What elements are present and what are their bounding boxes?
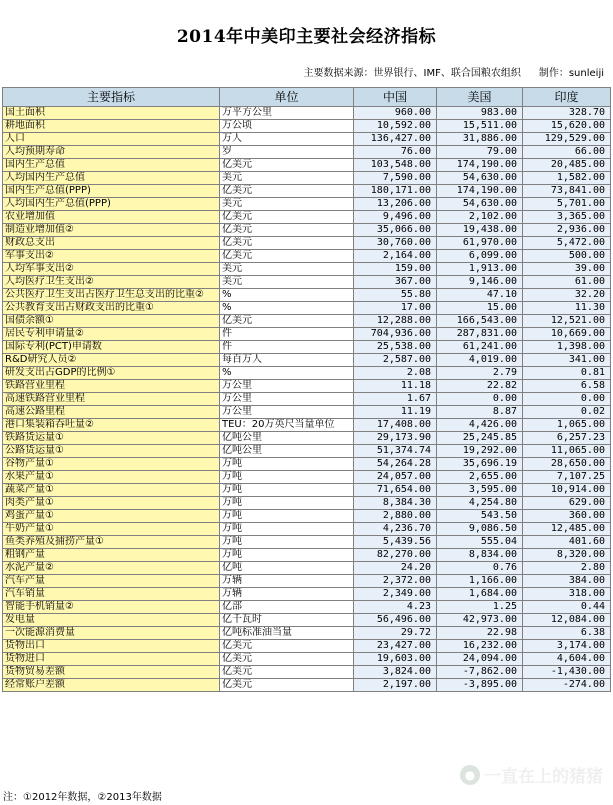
data-source-line: [0, 64, 604, 79]
indicator-cell: 人均国内生产总值: [3, 172, 220, 185]
indicator-cell: 汽车销量: [3, 588, 220, 601]
china-value: 23,427.00: [354, 640, 437, 653]
india-value: 28,650.00: [523, 458, 611, 471]
india-value: 10,669.00: [523, 328, 611, 341]
usa-value: 25,245.85: [437, 432, 523, 445]
usa-value: 1,166.00: [437, 575, 523, 588]
indicator-cell: 人口: [3, 133, 220, 146]
unit-cell: 件: [220, 328, 354, 341]
china-value: 960.00: [354, 107, 437, 120]
usa-value: 174,190.00: [437, 185, 523, 198]
china-value: 2,197.00: [354, 679, 437, 692]
india-value: 12,521.00: [523, 315, 611, 328]
china-value: 367.00: [354, 276, 437, 289]
china-value: 12,288.00: [354, 315, 437, 328]
usa-value: 15.00: [437, 302, 523, 315]
unit-cell: 万吨: [220, 523, 354, 536]
unit-cell: 万吨: [220, 497, 354, 510]
usa-value: 16,232.00: [437, 640, 523, 653]
china-value: 704,936.00: [354, 328, 437, 341]
india-value: 11.30: [523, 302, 611, 315]
unit-cell: 万公里: [220, 393, 354, 406]
india-value: 20,485.00: [523, 159, 611, 172]
usa-value: 19,438.00: [437, 224, 523, 237]
unit-cell: 万吨: [220, 471, 354, 484]
usa-value: 2,655.00: [437, 471, 523, 484]
usa-value: 61,970.00: [437, 237, 523, 250]
table-row: [3, 159, 611, 172]
usa-value: 47.10: [437, 289, 523, 302]
indicator-cell: 谷物产量①: [3, 458, 220, 471]
table-row: [3, 627, 611, 640]
china-value: 51,374.74: [354, 445, 437, 458]
usa-value: 4,254.80: [437, 497, 523, 510]
indicator-cell: R&D研究人员②: [3, 354, 220, 367]
usa-value: 54,630.00: [437, 198, 523, 211]
usa-value: 9,146.00: [437, 276, 523, 289]
india-value: 8,320.00: [523, 549, 611, 562]
unit-cell: 美元: [220, 263, 354, 276]
table-row: [3, 536, 611, 549]
table-row: [3, 523, 611, 536]
india-value: 341.00: [523, 354, 611, 367]
usa-value: 54,630.00: [437, 172, 523, 185]
india-value: -1,430.00: [523, 666, 611, 679]
china-value: 11.19: [354, 406, 437, 419]
india-value: 629.00: [523, 497, 611, 510]
table-row: [3, 289, 611, 302]
unit-cell: 万吨: [220, 549, 354, 562]
table-row: [3, 185, 611, 198]
unit-cell: 美元: [220, 276, 354, 289]
india-value: 6.38: [523, 627, 611, 640]
india-value: 61.00: [523, 276, 611, 289]
unit-cell: 亿美元: [220, 237, 354, 250]
indicator-cell: 蔬菜产量①: [3, 484, 220, 497]
india-value: 6,257.23: [523, 432, 611, 445]
table-row: [3, 107, 611, 120]
usa-value: 19,292.00: [437, 445, 523, 458]
table-row: [3, 198, 611, 211]
china-value: 17.00: [354, 302, 437, 315]
usa-value: 543.50: [437, 510, 523, 523]
unit-cell: 万吨: [220, 458, 354, 471]
table-row: [3, 211, 611, 224]
china-value: 2,164.00: [354, 250, 437, 263]
table-row: [3, 276, 611, 289]
unit-cell: 岁: [220, 146, 354, 159]
china-value: 11.18: [354, 380, 437, 393]
indicator-cell: 高速铁路营业里程: [3, 393, 220, 406]
usa-value: 983.00: [437, 107, 523, 120]
china-value: 3,824.00: [354, 666, 437, 679]
table-row: [3, 666, 611, 679]
india-value: 2,936.00: [523, 224, 611, 237]
china-value: 180,171.00: [354, 185, 437, 198]
table-row: [3, 146, 611, 159]
china-value: 136,427.00: [354, 133, 437, 146]
china-value: 10,592.00: [354, 120, 437, 133]
indicator-cell: 国际专利(PCT)申请数: [3, 341, 220, 354]
indicator-cell: 国土面积: [3, 107, 220, 120]
china-value: 2,587.00: [354, 354, 437, 367]
unit-cell: %: [220, 302, 354, 315]
indicator-cell: 公路货运量①: [3, 445, 220, 458]
footnote: 注：①2012年数据，②2013年数据: [3, 792, 162, 803]
wechat-logo-icon: ●: [460, 765, 480, 785]
table-row: [3, 237, 611, 250]
unit-cell: 亿美元: [220, 640, 354, 653]
india-value: 5,701.00: [523, 198, 611, 211]
usa-value: 8.87: [437, 406, 523, 419]
india-value: 3,365.00: [523, 211, 611, 224]
indicator-cell: 高速公路里程: [3, 406, 220, 419]
table-row: [3, 497, 611, 510]
china-value: 25,538.00: [354, 341, 437, 354]
table-row: [3, 315, 611, 328]
china-value: 1.67: [354, 393, 437, 406]
table-row: [3, 575, 611, 588]
unit-cell: 万吨: [220, 510, 354, 523]
table-row: [3, 614, 611, 627]
china-value: 24,057.00: [354, 471, 437, 484]
china-value: 4,236.70: [354, 523, 437, 536]
india-value: 401.60: [523, 536, 611, 549]
china-value: 9,496.00: [354, 211, 437, 224]
china-value: 71,654.00: [354, 484, 437, 497]
china-value: 2,372.00: [354, 575, 437, 588]
unit-cell: 亿部: [220, 601, 354, 614]
india-value: 12,485.00: [523, 523, 611, 536]
unit-cell: 亿吨公里: [220, 445, 354, 458]
china-value: 35,066.00: [354, 224, 437, 237]
india-value: 1,065.00: [523, 419, 611, 432]
table-row: [3, 302, 611, 315]
watermark-text: 一直在上的猪猪: [484, 767, 603, 787]
unit-cell: 亿美元: [220, 211, 354, 224]
indicator-cell: 货物出口: [3, 640, 220, 653]
header-india: 印度: [523, 88, 611, 107]
china-value: 2,880.00: [354, 510, 437, 523]
usa-value: 22.98: [437, 627, 523, 640]
unit-cell: 亿美元: [220, 224, 354, 237]
india-value: 11,065.00: [523, 445, 611, 458]
indicator-cell: 人均军事支出②: [3, 263, 220, 276]
table-row: [3, 640, 611, 653]
table-row: [3, 562, 611, 575]
header-indicator: 主要指标: [3, 88, 220, 107]
unit-cell: 亿美元: [220, 653, 354, 666]
page-title: 2014年中美印主要社会经济指标: [176, 27, 437, 47]
table-row: [3, 263, 611, 276]
indicator-cell: 研发支出占GDP的比例①: [3, 367, 220, 380]
indicator-cell: 人均预期寿命: [3, 146, 220, 159]
unit-cell: 件: [220, 341, 354, 354]
unit-cell: 万辆: [220, 588, 354, 601]
table-row: [3, 341, 611, 354]
india-value: 384.00: [523, 575, 611, 588]
usa-value: 0.00: [437, 393, 523, 406]
india-value: 328.70: [523, 107, 611, 120]
indicator-cell: 鱼类养殖及捕捞产量①: [3, 536, 220, 549]
unit-cell: 美元: [220, 198, 354, 211]
indicator-cell: 国内生产总值(PPP): [3, 185, 220, 198]
table-row: [3, 133, 611, 146]
usa-value: -7,862.00: [437, 666, 523, 679]
india-value: 5,472.00: [523, 237, 611, 250]
unit-cell: 万吨: [220, 536, 354, 549]
watermark: [460, 762, 603, 787]
indicator-cell: 公共医疗卫生支出占医疗卫生总支出的比重②: [3, 289, 220, 302]
india-value: 1,582.00: [523, 172, 611, 185]
usa-value: 1.25: [437, 601, 523, 614]
usa-value: 0.76: [437, 562, 523, 575]
indicator-cell: 农业增加值: [3, 211, 220, 224]
usa-value: 166,543.00: [437, 315, 523, 328]
indicator-cell: 人均国内生产总值(PPP): [3, 198, 220, 211]
indicator-cell: 粗钢产量: [3, 549, 220, 562]
table-row: [3, 354, 611, 367]
india-value: 39.00: [523, 263, 611, 276]
indicator-cell: 牛奶产量①: [3, 523, 220, 536]
usa-value: 1,684.00: [437, 588, 523, 601]
india-value: 32.20: [523, 289, 611, 302]
unit-cell: 美元: [220, 172, 354, 185]
usa-value: 2.79: [437, 367, 523, 380]
india-value: 12,084.00: [523, 614, 611, 627]
table-row: [3, 679, 611, 692]
china-value: 5,439.56: [354, 536, 437, 549]
unit-cell: 亿美元: [220, 159, 354, 172]
china-value: 29.72: [354, 627, 437, 640]
india-value: 3,174.00: [523, 640, 611, 653]
usa-value: 9,086.50: [437, 523, 523, 536]
unit-cell: 万公里: [220, 380, 354, 393]
header-china: 中国: [354, 88, 437, 107]
china-value: 82,270.00: [354, 549, 437, 562]
indicator-cell: 国债余额①: [3, 315, 220, 328]
header-usa: 美国: [437, 88, 523, 107]
china-value: 17,408.00: [354, 419, 437, 432]
china-value: 2.08: [354, 367, 437, 380]
india-value: 73,841.00: [523, 185, 611, 198]
india-value: 1,398.00: [523, 341, 611, 354]
unit-cell: 万吨: [220, 484, 354, 497]
table-row: [3, 549, 611, 562]
unit-cell: 亿美元: [220, 185, 354, 198]
unit-cell: 每百万人: [220, 354, 354, 367]
china-value: 24.20: [354, 562, 437, 575]
china-value: 54,264.28: [354, 458, 437, 471]
usa-value: 22.82: [437, 380, 523, 393]
table-row: [3, 484, 611, 497]
usa-value: 2,102.00: [437, 211, 523, 224]
table-row: [3, 172, 611, 185]
usa-value: 287,831.00: [437, 328, 523, 341]
unit-cell: 万人: [220, 133, 354, 146]
table-header-row: [3, 88, 611, 107]
indicator-cell: 肉类产量①: [3, 497, 220, 510]
china-value: 2,349.00: [354, 588, 437, 601]
unit-cell: 亿吨公里: [220, 432, 354, 445]
table-row: [3, 458, 611, 471]
china-value: 4.23: [354, 601, 437, 614]
unit-cell: 亿美元: [220, 679, 354, 692]
table-row: [3, 367, 611, 380]
indicator-cell: 铁路货运量①: [3, 432, 220, 445]
indicator-cell: 铁路营业里程: [3, 380, 220, 393]
indicator-cell: 汽车产量: [3, 575, 220, 588]
china-value: 55.80: [354, 289, 437, 302]
india-value: 10,914.00: [523, 484, 611, 497]
usa-value: 8,834.00: [437, 549, 523, 562]
china-value: 103,548.00: [354, 159, 437, 172]
table-row: [3, 432, 611, 445]
usa-value: 79.00: [437, 146, 523, 159]
unit-cell: 万公顷: [220, 120, 354, 133]
indicator-cell: 公共教育支出占财政支出的比重①: [3, 302, 220, 315]
author-credit: 制作：sunleiji: [538, 68, 604, 79]
usa-value: -3,895.00: [437, 679, 523, 692]
table-row: [3, 250, 611, 263]
table-row: [3, 328, 611, 341]
usa-value: 4,019.00: [437, 354, 523, 367]
china-value: 7,590.00: [354, 172, 437, 185]
india-value: 2.80: [523, 562, 611, 575]
header-unit: 单位: [220, 88, 354, 107]
china-value: 30,760.00: [354, 237, 437, 250]
india-value: 318.00: [523, 588, 611, 601]
table-row: [3, 510, 611, 523]
indicator-cell: 水泥产量②: [3, 562, 220, 575]
usa-value: 31,886.00: [437, 133, 523, 146]
indicator-cell: 发电量: [3, 614, 220, 627]
indicator-cell: 智能手机销量②: [3, 601, 220, 614]
india-value: 0.81: [523, 367, 611, 380]
table-row: [3, 419, 611, 432]
table-row: [3, 406, 611, 419]
china-value: 76.00: [354, 146, 437, 159]
unit-cell: 万辆: [220, 575, 354, 588]
unit-cell: %: [220, 289, 354, 302]
india-value: 500.00: [523, 250, 611, 263]
indicator-cell: 鸡蛋产量①: [3, 510, 220, 523]
india-value: 15,620.00: [523, 120, 611, 133]
china-value: 8,384.30: [354, 497, 437, 510]
india-value: 0.02: [523, 406, 611, 419]
usa-value: 24,094.00: [437, 653, 523, 666]
usa-value: 61,241.00: [437, 341, 523, 354]
indicator-cell: 人均医疗卫生支出②: [3, 276, 220, 289]
unit-cell: 万平方公里: [220, 107, 354, 120]
china-value: 159.00: [354, 263, 437, 276]
table-row: [3, 393, 611, 406]
table-body: [3, 107, 611, 692]
india-value: -274.00: [523, 679, 611, 692]
usa-value: 174,190.00: [437, 159, 523, 172]
india-value: 66.00: [523, 146, 611, 159]
unit-cell: 亿美元: [220, 250, 354, 263]
table-row: [3, 120, 611, 133]
data-source: 主要数据来源：世界银行、IMF、联合国粮农组织: [303, 68, 521, 79]
unit-cell: 亿美元: [220, 315, 354, 328]
table-row: [3, 471, 611, 484]
table-row: [3, 380, 611, 393]
usa-value: 555.04: [437, 536, 523, 549]
unit-cell: TEU：20万英尺当量单位: [220, 419, 354, 432]
unit-cell: 亿吨: [220, 562, 354, 575]
indicator-table: [2, 87, 611, 692]
indicator-cell: 军事支出②: [3, 250, 220, 263]
india-value: 7,107.25: [523, 471, 611, 484]
indicator-cell: 耕地面积: [3, 120, 220, 133]
indicator-cell: 货物贸易差额: [3, 666, 220, 679]
indicator-cell: 经常账户差额: [3, 679, 220, 692]
table-row: [3, 445, 611, 458]
usa-value: 1,913.00: [437, 263, 523, 276]
usa-value: 15,511.00: [437, 120, 523, 133]
unit-cell: 亿吨标准油当量: [220, 627, 354, 640]
usa-value: 42,973.00: [437, 614, 523, 627]
indicator-cell: 港口集装箱吞吐量②: [3, 419, 220, 432]
india-value: 0.44: [523, 601, 611, 614]
table-row: [3, 601, 611, 614]
china-value: 19,603.00: [354, 653, 437, 666]
china-value: 56,496.00: [354, 614, 437, 627]
usa-value: 6,099.00: [437, 250, 523, 263]
india-value: 129,529.00: [523, 133, 611, 146]
india-value: 6.58: [523, 380, 611, 393]
india-value: 360.00: [523, 510, 611, 523]
unit-cell: 万公里: [220, 406, 354, 419]
india-value: 4,604.00: [523, 653, 611, 666]
indicator-cell: 一次能源消费量: [3, 627, 220, 640]
indicator-cell: 国内生产总值: [3, 159, 220, 172]
indicator-cell: 制造业增加值②: [3, 224, 220, 237]
unit-cell: 亿美元: [220, 666, 354, 679]
unit-cell: %: [220, 367, 354, 380]
india-value: 0.00: [523, 393, 611, 406]
usa-value: 35,696.19: [437, 458, 523, 471]
table-row: [3, 224, 611, 237]
table-row: [3, 588, 611, 601]
indicator-cell: 货物进口: [3, 653, 220, 666]
usa-value: 3,595.00: [437, 484, 523, 497]
usa-value: 4,426.00: [437, 419, 523, 432]
indicator-cell: 居民专利申请量②: [3, 328, 220, 341]
china-value: 13,206.00: [354, 198, 437, 211]
china-value: 29,173.90: [354, 432, 437, 445]
indicator-cell: 财政总支出: [3, 237, 220, 250]
indicator-cell: 水果产量①: [3, 471, 220, 484]
table-row: [3, 653, 611, 666]
unit-cell: 亿千瓦时: [220, 614, 354, 627]
